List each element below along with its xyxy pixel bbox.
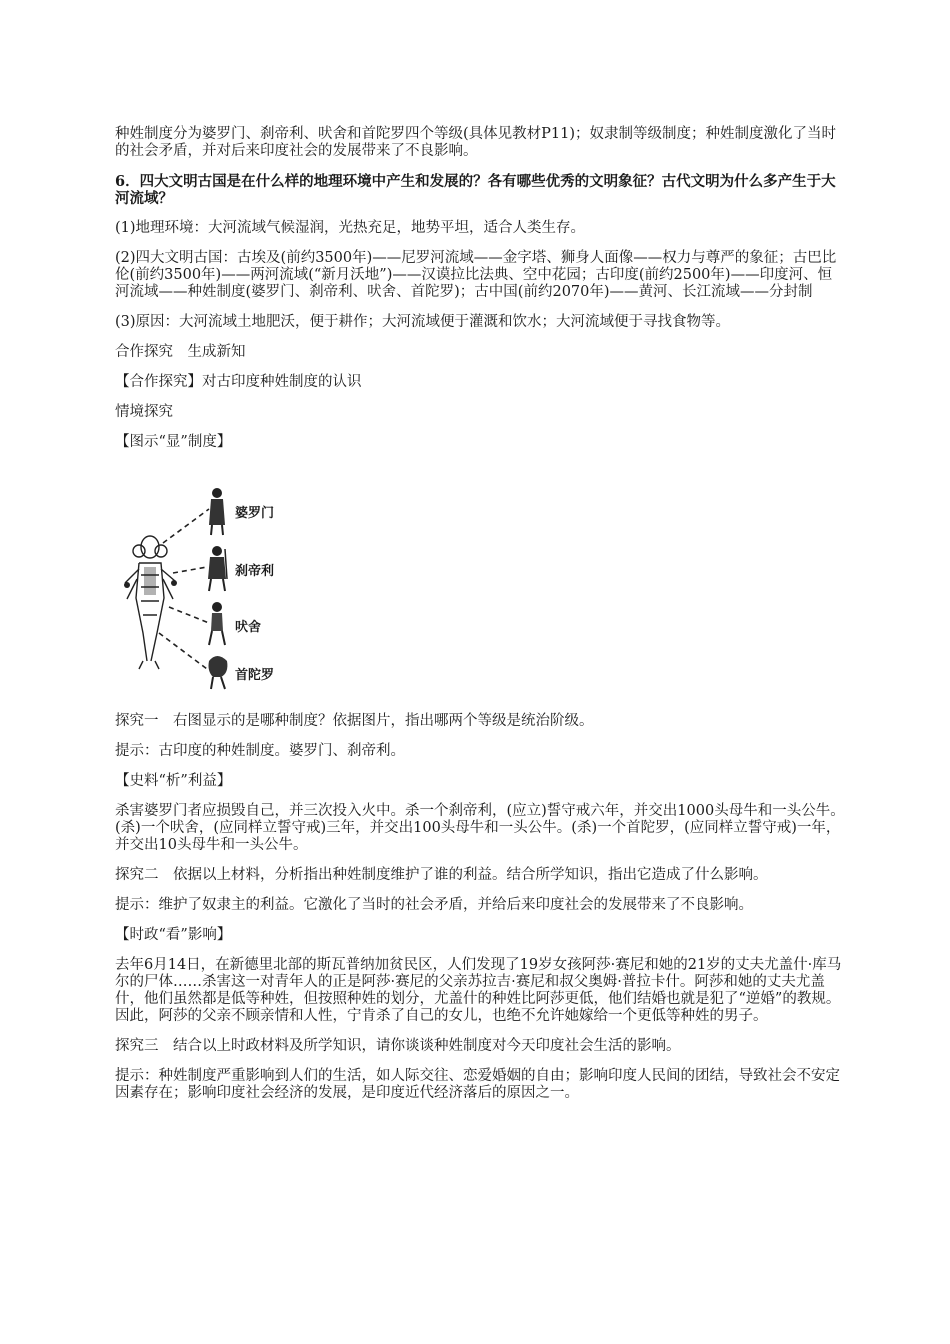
shudra-figure-icon [209, 656, 228, 689]
figure-title: 【图示“显”制度】 [115, 434, 232, 450]
hint-1: 提示：古印度的种姓制度。婆罗门、刹帝利。 [115, 743, 405, 759]
kshatriya-figure-icon [208, 546, 227, 591]
hint-2: 提示：维护了奴隶主的利益。它激化了当时的社会矛盾，并给后来印度社会的发展带来了不良影响。 [115, 897, 753, 913]
situation-heading: 情境探究 [115, 404, 173, 420]
news-heading: 【时政“看”影响】 [115, 927, 232, 943]
answer-civilizations: (2)四大文明古国：古埃及(前约3500年)——尼罗河流域——金字塔、狮身人面像——权力与尊严的象征；古巴比伦(前约3500年)——两河流域(“新月沃地”)——汉谟拉比法典、空中花园；古印度(前约2500年)——印度河、恒河流域——种姓制度(婆罗门、刹帝利、吠舍、首陀罗)；古中国(前约2070年)——黄河、长江流域——分封制 [115, 250, 837, 300]
hint-3: 提示：种姓制度严重影响到人们的生活，如人际交往、恋爱婚姻的自由；影响印度人民间的团结，导致社会不安定因素存在；影响印度社会经济的发展，是印度近代经济落后的原因之一。 [115, 1068, 840, 1101]
explore-2: 探究二 依据以上材料，分析指出种姓制度维护了谁的利益。结合所学知识，指出它造成了什么影响。 [115, 867, 768, 883]
connector-lines [159, 509, 209, 669]
paragraph-caste-summary: 种姓制度分为婆罗门、刹帝利、吠舍和首陀罗四个等级(具体见教材P11)；奴隶制等级制度；种姓制度激化了当时的社会矛盾，并对后来印度社会的发展带来了不良影响。 [115, 126, 837, 159]
question-6: 6．四大文明古国是在什么样的地理环境中产生和发展的？各有哪些优秀的文明象征？古代文明为什么多产生于大河流域？ [115, 173, 836, 207]
explore-3: 探究三 结合以上时政材料及所学知识，请你谈谈种姓制度对今天印度社会生活的影响。 [115, 1038, 681, 1054]
answer-geography: (1)地理环境：大河流域气候湿润，光热充足，地势平坦，适合人类生存。 [115, 220, 586, 236]
explore-1: 探究一 右图显示的是哪种制度？依据图片，指出哪两个等级是统治阶级。 [115, 713, 594, 729]
caste-diagram [117, 483, 297, 703]
section-heading: 合作探究 生成新知 [115, 344, 246, 360]
vaishya-figure-icon [209, 602, 225, 645]
caste-label-vaishya: 吠舍 [235, 620, 262, 635]
caste-label-shudra: 首陀罗 [235, 668, 275, 683]
document-page [115, 126, 845, 1115]
caste-label-kshatriya: 刹帝利 [235, 564, 275, 579]
answer-reasons: (3)原因：大河流域土地肥沃，便于耕作；大河流域便于灌溉和饮水；大河流域便于寻找食物等。 [115, 314, 731, 330]
historical-material: 杀害婆罗门者应损毁自己，并三次投入火中。杀一个刹帝利，(应立)誓守戒六年，并交出1000头母牛和一头公牛。(杀)一个吠舍，(应同样立誓守戒)三年，并交出100头母牛和一头公牛。(杀)一个首陀罗，(应同样立誓守戒)一年，并交出10头母牛和一头公牛。 [115, 803, 845, 853]
brahma-figure-icon [125, 536, 175, 669]
topic-heading: 【合作探究】对古印度种姓制度的认识 [115, 374, 362, 390]
news-material: 去年6月14日，在新德里北部的斯瓦普纳加贫民区，人们发现了19岁女孩阿莎·赛尼和她的21岁的丈夫尤盖什·库马尔的尸体……杀害这一对青年人的正是阿莎·赛尼的父亲苏拉吉·赛尼和叔父奥姆·普拉卡什。阿莎和她的丈夫尤盖什，他们虽然都是低等种姓，但按照种姓的划分，尤盖什的种姓比阿莎更低，他们结婚也就是犯了“逆婚”的教规。因此，阿莎的父亲不顾亲情和人性，宁肯杀了自己的女儿，也绝不允许她嫁给一个更低等种姓的男子。 [115, 957, 842, 1024]
material-heading: 【史料“析”利益】 [115, 773, 232, 789]
brahmin-figure-icon [209, 488, 225, 535]
caste-label-brahmin: 婆罗门 [235, 506, 275, 521]
